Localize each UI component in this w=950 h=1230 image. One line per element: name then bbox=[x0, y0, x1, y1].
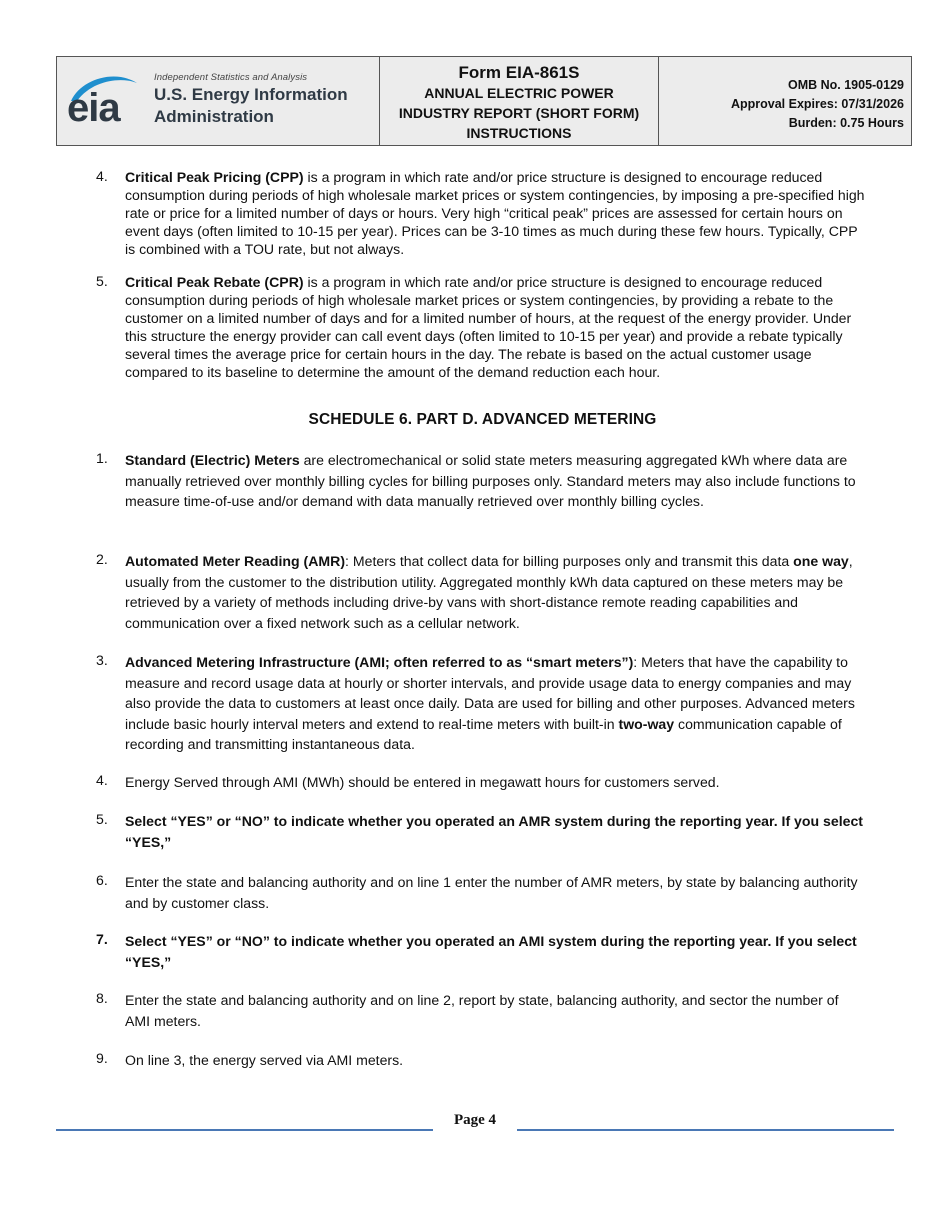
item-term: Automated Meter Reading (AMR) bbox=[125, 553, 346, 569]
item-body: is a program in which rate and/or price structure is designed to encourage reduced consumption during periods of high wholesale market prices or system contingencies, by imposing a pre-specified high rate or price for a limited number of days or hours. Very high “critical peak” prices are assessed for certain hours on event days (often limited to 10-15 per year). Prices can be 3-10 times as much during these few hours. Typically, CPP is combined with a TOU rate, but not always. bbox=[125, 169, 865, 257]
item-number: 5. bbox=[96, 273, 108, 289]
footer-rule-right bbox=[517, 1129, 894, 1131]
list-item-ami-select bbox=[96, 931, 866, 972]
list-item-energy-served bbox=[96, 772, 866, 793]
list-item-standard-meters bbox=[96, 450, 866, 512]
item-body: are electromechanical or solid state meters measuring aggregated kWh where data are manually retrieved over monthly billing cycles for billing purposes only. Standard meters may also include functions to measure time-of-use and/or demand with data manually retrieved over monthly billing cycles. bbox=[125, 452, 856, 510]
item-text bbox=[125, 168, 866, 258]
item-body: is a program in which rate and/or price structure is designed to encourage reduced consumption during periods of high wholesale market prices or system contingencies, by providing a rebate to the customer on a limited number of days and for a limited number of hours, at the request of the energy provider. Under this structure the energy provider can call event days (often limited to 10-15 per year) and provide a rebate typically several times the average price for certain hours in the day. The rebate is based on the actual customer usage compared to its baseline to determine the amount of the demand reduction each hour. bbox=[125, 274, 852, 380]
form-title-cell bbox=[380, 57, 659, 145]
item-number: 5. bbox=[96, 811, 108, 827]
list-item-cpp bbox=[96, 168, 866, 258]
agency-tagline: Independent Statistics and Analysis bbox=[154, 72, 308, 83]
item-text: Enter the state and balancing authority and on line 2, report by state, balancing authority, and sector the number of AMI meters. bbox=[125, 992, 839, 1029]
item-body: communication capable of recording and transmitting instantaneous data. bbox=[125, 715, 842, 753]
item-text bbox=[125, 652, 866, 755]
list-item-cpr bbox=[96, 273, 866, 381]
item-text bbox=[125, 450, 866, 512]
item-term: Advanced Metering Infrastructure (AMI; often referred to as “smart meters”) bbox=[125, 654, 634, 670]
item-emphasis: two-way bbox=[618, 715, 675, 732]
item-text: On line 3, the energy served via AMI meters. bbox=[125, 1052, 404, 1068]
agency-logo-cell bbox=[57, 57, 380, 145]
item-number: 4. bbox=[96, 772, 108, 788]
form-title-line: INSTRUCTIONS bbox=[466, 124, 572, 141]
item-body: , usually from the customer to the distribution utility. Aggregated monthly kWh data captured on these meters may be retrieved by a variety of methods including drive-by vans with short-distance remote reading capabilities and communication over a fixed network such as a cellular network. bbox=[125, 553, 853, 631]
item-text bbox=[125, 811, 866, 852]
item-number: 9. bbox=[96, 1050, 108, 1066]
list-item-amr bbox=[96, 551, 866, 633]
item-body: : Meters that have the capability to measure and record usage data at hourly or shorter intervals, and provide usage data to energy companies and may also provide the data to customers at least once daily. Data are used for billing and other purposes. Advanced meters include basic hourly interval meters and extend to real-time meters with built-in bbox=[125, 654, 855, 732]
page-number: Page 4 bbox=[453, 1112, 497, 1128]
eia-logo bbox=[67, 71, 151, 133]
section-heading: SCHEDULE 6. PART D. ADVANCED METERING bbox=[308, 411, 657, 428]
list-item-ami-entry bbox=[96, 990, 866, 1031]
item-bold-text: Select “YES” or “NO” to indicate whether you operated an AMR system during the reporting year. If you select “YES,” bbox=[125, 813, 863, 850]
item-text: Enter the state and balancing authority and on line 1 enter the number of AMR meters, by state by balancing authority and by customer class. bbox=[125, 874, 858, 911]
agency-name-line1: U.S. Energy Information bbox=[154, 85, 348, 104]
item-term: Standard (Electric) Meters bbox=[125, 452, 300, 468]
item-text: Energy Served through AMI (MWh) should be entered in megawatt hours for customers served. bbox=[125, 774, 720, 790]
list-item-amr-entry bbox=[96, 872, 866, 913]
agency-name-line2: Administration bbox=[154, 107, 274, 126]
list-item-amr-select bbox=[96, 811, 866, 852]
item-emphasis: one way bbox=[793, 553, 849, 569]
list-item-line3 bbox=[96, 1050, 866, 1071]
list-item-ami bbox=[96, 652, 866, 755]
item-text bbox=[125, 551, 866, 633]
item-term: Critical Peak Rebate (CPR) bbox=[125, 274, 304, 290]
item-text bbox=[125, 273, 866, 381]
item-number: 7. bbox=[96, 931, 108, 947]
item-bold-text: Select “YES” or “NO” to indicate whether you operated an AMI system during the reporting year. If you select “YES,” bbox=[125, 933, 857, 970]
item-number: 1. bbox=[96, 450, 108, 466]
form-number: Form EIA-861S bbox=[458, 62, 580, 82]
form-header bbox=[56, 56, 912, 146]
approval-expires: Approval Expires: 07/31/2026 bbox=[730, 96, 904, 111]
item-text bbox=[125, 931, 866, 972]
form-title-line: INDUSTRY REPORT (SHORT FORM) bbox=[398, 104, 640, 121]
item-number: 6. bbox=[96, 872, 108, 888]
omb-number: OMB No. 1905-0129 bbox=[787, 77, 904, 92]
item-number: 3. bbox=[96, 652, 108, 668]
item-number: 2. bbox=[96, 551, 108, 567]
item-term: Critical Peak Pricing (CPP) bbox=[125, 169, 304, 185]
item-number: 4. bbox=[96, 168, 108, 184]
logo-text: eia bbox=[67, 86, 120, 130]
footer-rule-left bbox=[56, 1129, 433, 1131]
form-title-line: ANNUAL ELECTRIC POWER bbox=[424, 84, 614, 101]
agency-name-block bbox=[154, 72, 348, 127]
item-body: : Meters that collect data for billing purposes only and transmit this data bbox=[345, 553, 794, 569]
item-number: 8. bbox=[96, 990, 108, 1006]
burden-hours: Burden: 0.75 Hours bbox=[788, 115, 904, 130]
omb-info-cell bbox=[659, 57, 911, 145]
